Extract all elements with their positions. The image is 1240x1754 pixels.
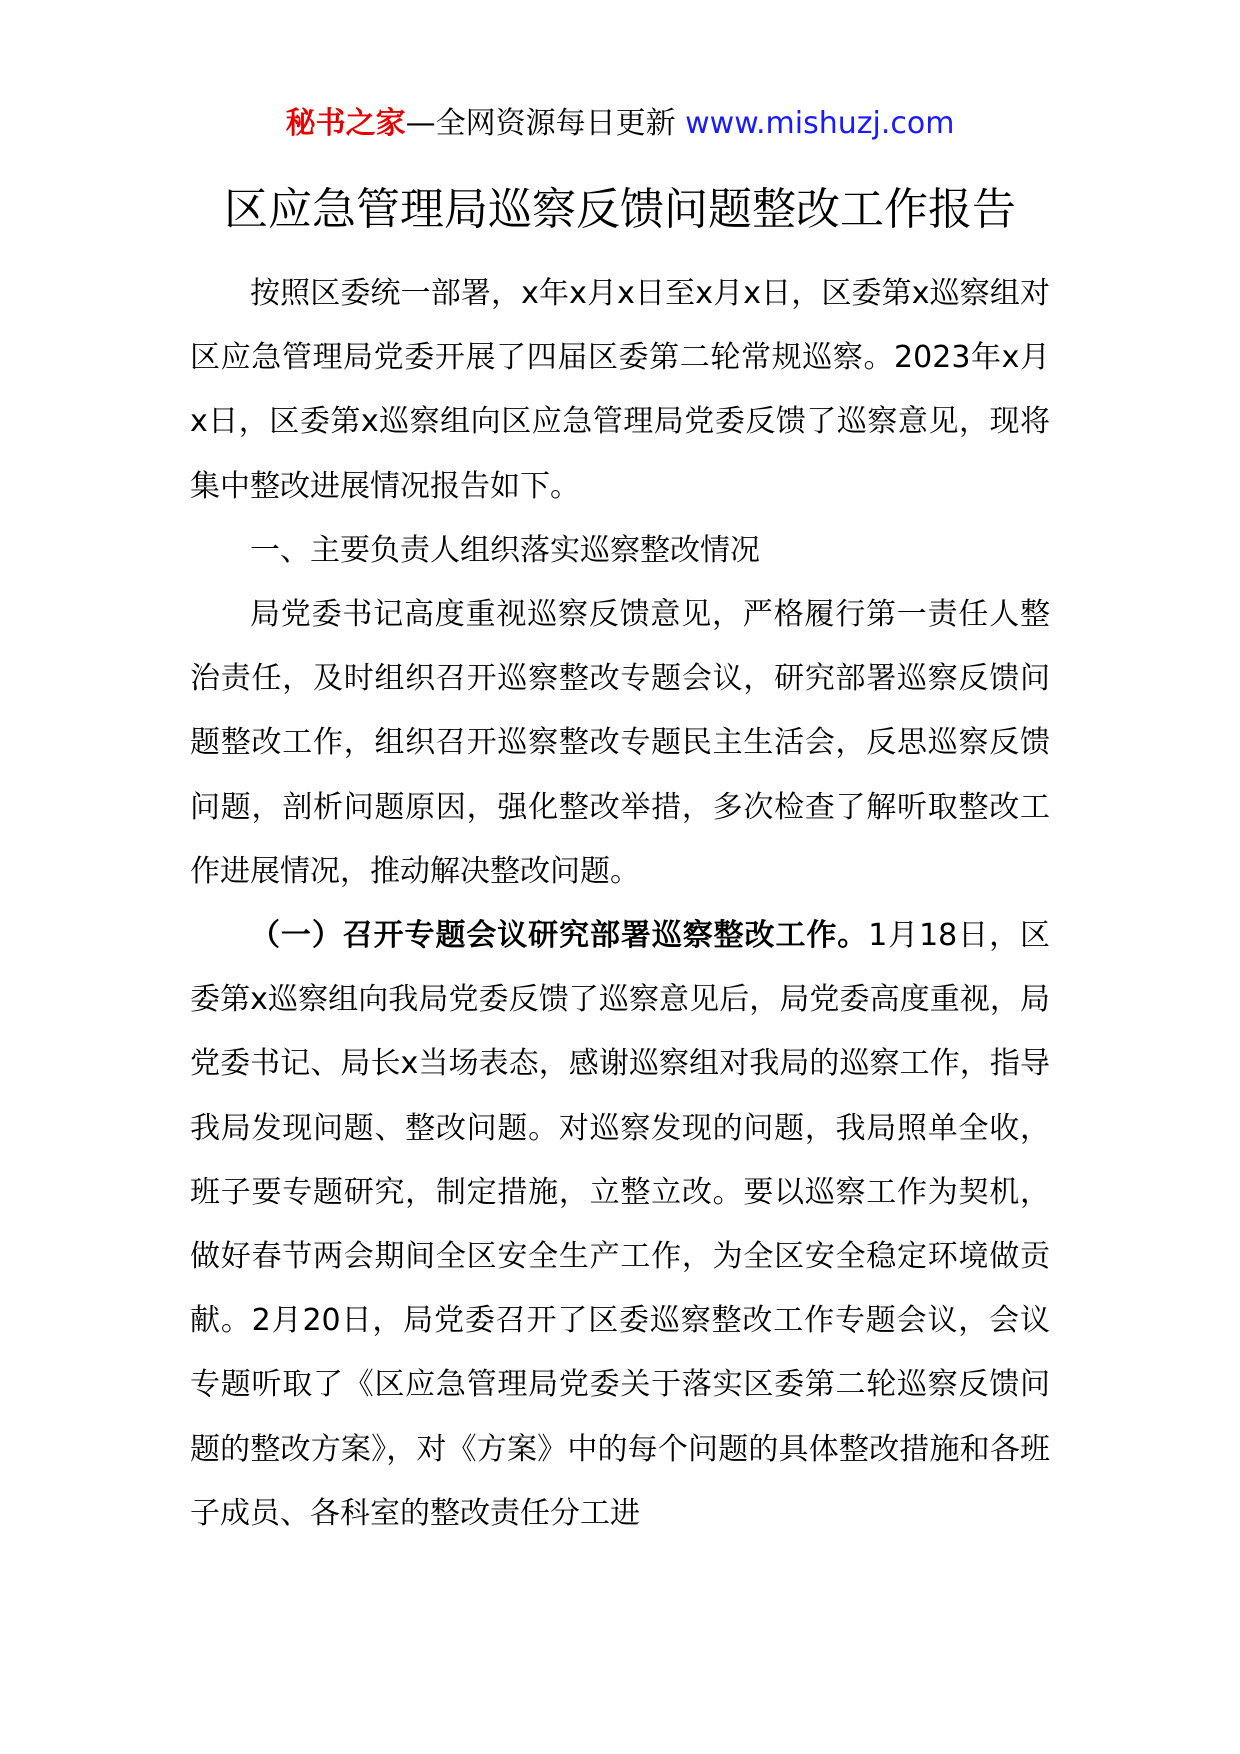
paragraph-leadership: 局党委书记高度重视巡察反馈意见，严格履行第一责任人整治责任，及时组织召开巡察整改专题会议，研究部署巡察反馈问题整改工作，组织召开巡察整改专题民主生活会，反思巡察反馈问题，剖析问题原因，强化整改举措，多次检查了解听取整改工作进展情况，推动解决整改问题。 — [190, 597, 1050, 889]
brand-name: 秘书之家 — [285, 106, 406, 141]
subsection-title-1: （一）召开专题会议研究部署巡察整改工作。 — [250, 918, 869, 954]
paragraph-meeting — [190, 904, 1050, 1546]
paragraph-intro: 按照区委统一部署，x年x月x日至x月x日，区委第x巡察组对区应急管理局党委开展了四届区委第二轮常规巡察。2023年x月x日，区委第x巡察组向区应急管理局党委反馈了巡察意见，现将集中整改进展情况报告如下。 — [190, 276, 1050, 504]
header-slogan: —全网资源每日更新 — [405, 106, 686, 141]
site-url-link[interactable]: www.mishuzj.com — [685, 106, 955, 141]
document-title: 区应急管理局巡察反馈问题整改工作报告 — [224, 184, 1016, 235]
document-body — [190, 262, 1050, 1546]
section-heading-1: 一、主要负责人组织落实巡察整改情况 — [250, 532, 760, 568]
paragraph-meeting-body: 1月18日，区委第x巡察组向我局党委反馈了巡察意见后，局党委高度重视，局党委书记、局长x当场表态，感谢巡察组对我局的巡察工作，指导我局发现问题、整改问题。对巡察发现的问题，我局照单全收，班子要专题研究，制定措施，立整立改。要以巡察工作为契机，做好春节两会期间全区安全生产工作，为全区安全稳定环境做贡献。2月20日，局党委召开了区委巡察整改工作专题会议，会议专题听取了《区应急管理局党委关于落实区委第二轮巡察反馈问题的整改方案》，对《方案》中的每个问题的具体整改措施和各班子成员、各科室的整改责任分工进 — [190, 918, 1050, 1531]
site-header — [0, 102, 1240, 146]
